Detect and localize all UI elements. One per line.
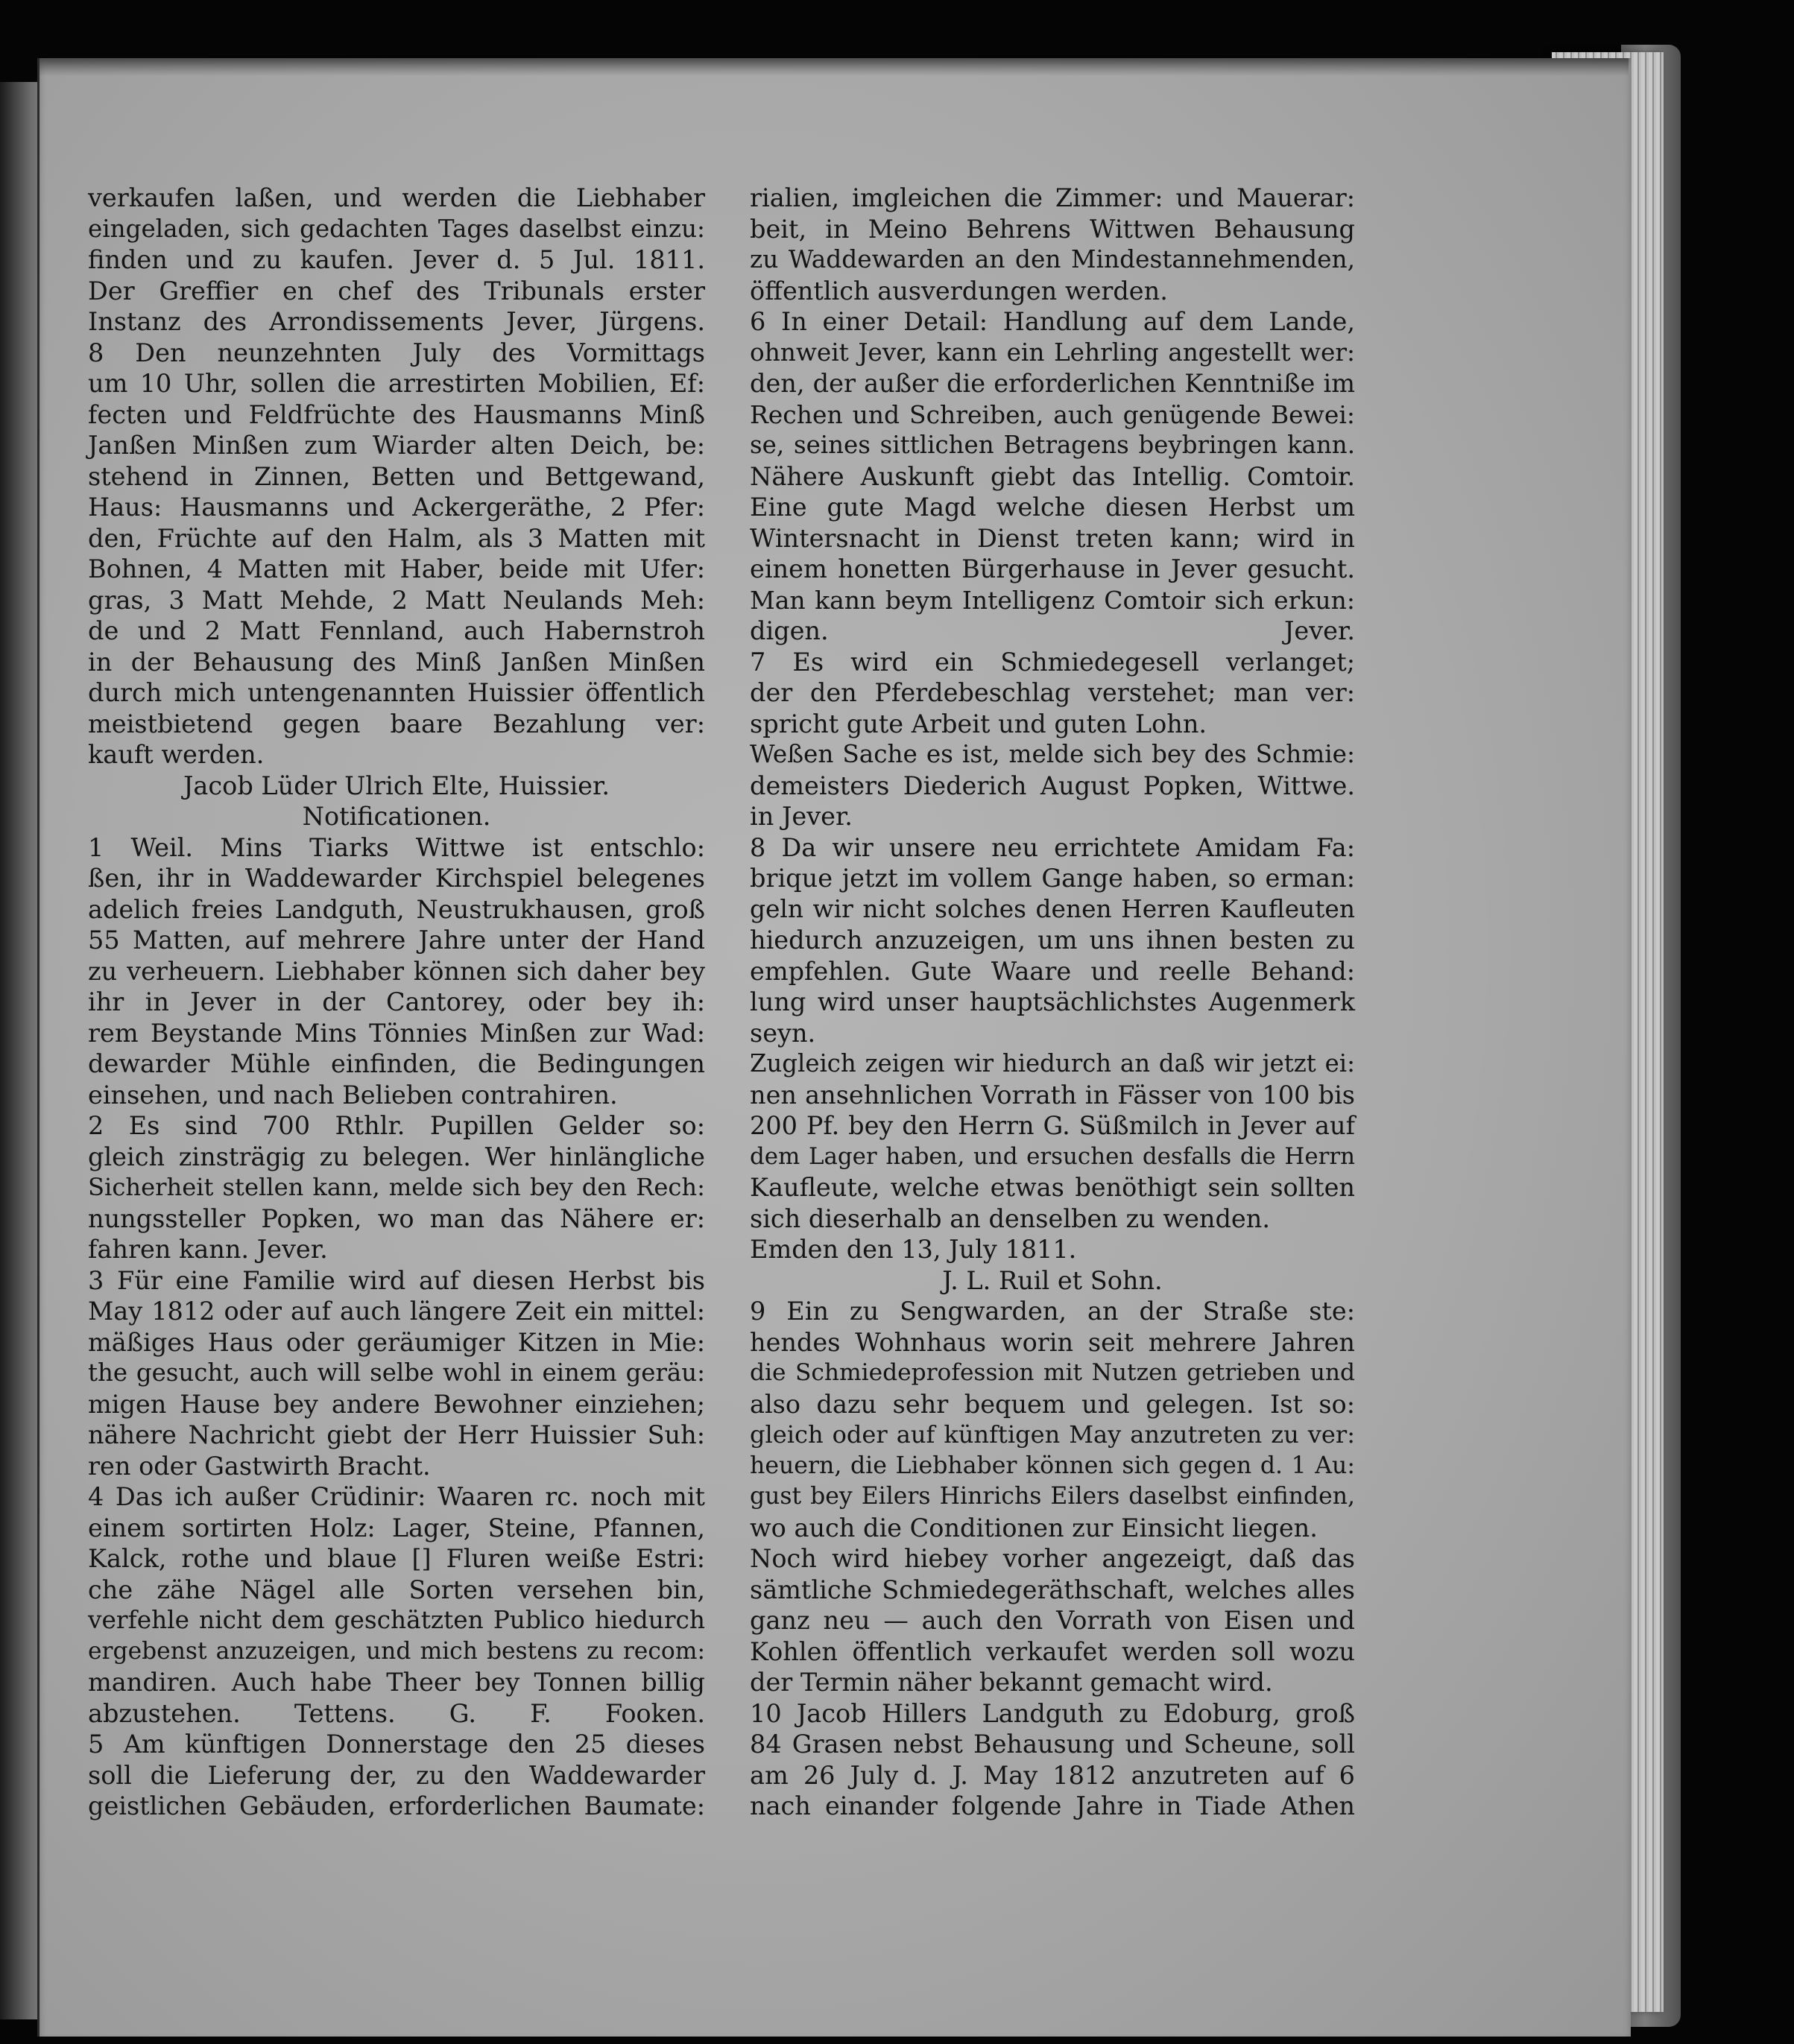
text-line: ganz neu — auch den Vorrath von Eisen und <box>750 1606 1355 1635</box>
text-line: 2 Es sind 700 Rthlr. Pupillen Gelder so: <box>88 1111 705 1140</box>
text-line: rem Beystande Mins Tönnies Minßen zur Wad: <box>88 1018 705 1048</box>
text-line: öffentlich ausverdungen werden. <box>750 276 1168 306</box>
text-line: der den Pferdebeschlag verstehet; man ver: <box>750 678 1355 707</box>
text-line: rialien, imgleichen die Zimmer: und Mauerar: <box>750 183 1355 212</box>
text-line: sämtliche Schmiedegeräthschaft, welches alles <box>750 1575 1355 1604</box>
text-line: dewarder Mühle einfinden, die Bedingungen <box>88 1049 705 1078</box>
text-line: beit, in Meino Behrens Wittwen Behausung <box>750 214 1355 244</box>
text-line: adelich freies Landguth, Neustrukhausen, groß <box>88 894 705 924</box>
signature-line: J. L. Ruil et Sohn. <box>942 1265 1163 1295</box>
text-line: finden und zu kaufen. Jever d. 5 Jul. 1811. <box>88 245 705 274</box>
text-line: Kaufleute, welche etwas benöthigt sein sollten <box>750 1173 1355 1202</box>
text-line: 10 Jacob Hillers Landguth zu Edoburg, groß <box>750 1698 1355 1728</box>
text-line: durch mich untengenannten Huissier öffentlich <box>88 678 705 707</box>
text-line: Wintersnacht in Dienst treten kann; wird in <box>750 523 1355 553</box>
text-line: fahren kann. Jever. <box>88 1235 328 1264</box>
text-line: mandiren. Auch habe Theer bey Tonnen billig <box>88 1668 705 1697</box>
text-line: verfehle nicht dem geschätzten Publico hiedurch <box>88 1606 705 1634</box>
text-line: 7 Es wird ein Schmiedegesell verlanget; <box>750 647 1355 677</box>
text-line: meistbietend gegen baare Bezahlung ver: <box>88 709 705 738</box>
text-line: stehend in Zinnen, Betten und Bettgewand, <box>88 461 705 491</box>
text-line: Zugleich zeigen wir hiedurch an daß wir jetzt ei: <box>750 1049 1355 1078</box>
text-line: 9 Ein zu Sengwarden, an der Straße ste: <box>750 1297 1355 1326</box>
section-heading: Notificationen. <box>302 802 491 831</box>
text-line: ihr in Jever in der Cantorey, oder bey ih: <box>88 987 705 1016</box>
text-line: gras, 3 Matt Mehde, 2 Matt Neulands Meh: <box>88 585 705 615</box>
text-line: 200 Pf. bey den Herrn G. Süßmilch in Jever auf <box>750 1111 1355 1140</box>
text-line: fecten und Feldfrüchte des Hausmanns Minß <box>88 399 705 429</box>
text-line: eingeladen, sich gedachten Tages daselbst einzu: <box>88 214 705 243</box>
text-line: ohnweit Jever, kann ein Lehrling angestellt wer: <box>750 338 1355 367</box>
text-line: mäßiges Haus oder geräumiger Kitzen in Mie: <box>88 1327 705 1357</box>
text-line: gleich oder auf künftigen May anzutreten zu ver: <box>750 1420 1355 1449</box>
text-line: um 10 Uhr, sollen die arrestirten Mobilien, Ef: <box>88 369 705 398</box>
text-line: Sicherheit stellen kann, melde sich bey den Rech: <box>88 1173 705 1201</box>
text-line: the gesucht, auch will selbe wohl in einem geräu: <box>88 1358 705 1387</box>
text-line: also dazu sehr bequem und gelegen. Ist so: <box>750 1389 1355 1419</box>
text-line: 5 Am künftigen Donnerstage den 25 dieses <box>88 1730 705 1759</box>
text-line: am 26 July d. J. May 1812 anzutreten auf 6 <box>750 1760 1355 1790</box>
text-line: spricht gute Arbeit und guten Lohn. <box>750 709 1207 738</box>
text-line: nach einander folgende Jahre in Tiade Athen <box>750 1791 1355 1820</box>
page-shadow <box>37 58 1629 76</box>
text-line: Rechen und Schreiben, auch genügende Bewei: <box>750 399 1355 429</box>
text-line: Bohnen, 4 Matten mit Haber, beide mit Ufer: <box>88 554 705 583</box>
text-line: Janßen Minßen zum Wiarder alten Deich, be: <box>88 431 705 460</box>
text-line: seyn. <box>750 1018 816 1048</box>
text-line: che zähe Nägel alle Sorten versehen bin, <box>88 1575 705 1604</box>
text-line: Weßen Sache es ist, melde sich bey des Schmie: <box>750 740 1355 768</box>
text-line: Nähere Auskunft giebt das Intellig. Comtoir. <box>750 461 1355 491</box>
text-line: empfehlen. Gute Waare und reelle Behand: <box>750 956 1355 986</box>
text-line: 8 Da wir unsere neu errichtete Amidam Fa: <box>750 832 1355 862</box>
text-line: nähere Nachricht giebt der Herr Huissier Suh: <box>88 1420 705 1449</box>
text-line: nungssteller Popken, wo man das Nähere er: <box>88 1203 705 1233</box>
text-line: ren oder Gastwirth Bracht. <box>88 1451 431 1481</box>
text-line: Der Greffier en chef des Tribunals erster <box>88 276 705 306</box>
text-line: soll die Lieferung der, zu den Waddewarder <box>88 1760 705 1790</box>
text-line: gust bey Eilers Hinrichs Eilers daselbst einfinden, <box>750 1483 1355 1510</box>
text-line: wo auch die Conditionen zur Einsicht liegen. <box>750 1513 1318 1543</box>
text-line: gleich zinsträgig zu belegen. Wer hinlängliche <box>88 1142 705 1171</box>
text-line: die Schmiedeprofession mit Nutzen getrieben und <box>750 1359 1355 1386</box>
text-line: lung wird unser hauptsächlichstes Augenmerk <box>750 987 1355 1016</box>
signature-line: Jacob Lüder Ulrich Elte, Huissier. <box>183 771 610 800</box>
text-line: migen Hause bey andere Bewohner einziehen; <box>88 1389 705 1419</box>
text-line: sich dieserhalb an denselben zu wenden. <box>750 1203 1270 1233</box>
text-line: dem Lager haben, und ersuchen desfalls die Herrn <box>750 1142 1355 1170</box>
text-line: Eine gute Magd welche diesen Herbst um <box>750 493 1355 522</box>
left-text-column <box>88 183 705 1822</box>
text-line: de und 2 Matt Fennland, auch Habernstroh <box>88 616 705 645</box>
text-line: Kalck, rothe und blaue [] Fluren weiße Estri: <box>88 1544 705 1573</box>
text-line: 84 Grasen nebst Behausung und Scheune, soll <box>750 1730 1355 1759</box>
text-line: demeisters Diederich August Popken, Wittwe. <box>750 771 1355 800</box>
text-line: 8 Den neunzehnten July des Vormittags <box>88 338 705 367</box>
text-line: brique jetzt im vollem Gange haben, so erman: <box>750 864 1355 893</box>
text-line: einsehen, und nach Belieben contrahiren. <box>88 1080 618 1110</box>
text-line: heuern, die Liebhaber können sich gegen d. 1 Au: <box>750 1452 1355 1479</box>
text-line: in der Behausung des Minß Janßen Minßen <box>88 647 705 677</box>
text-line: ergebenst anzuzeigen, und mich bestens zu recom: <box>88 1637 705 1665</box>
text-line: ßen, ihr in Waddewarder Kirchspiel belegenes <box>88 864 705 893</box>
dateline: Emden den 13, July 1811. <box>750 1235 1077 1264</box>
text-line: zu Waddewarden an den Mindestannehmenden, <box>750 245 1355 273</box>
text-line: kauft werden. <box>88 740 265 769</box>
text-line: geistlichen Gebäuden, erforderlichen Baumate: <box>88 1791 705 1820</box>
text-line: Kohlen öffentlich verkaufet werden soll wozu <box>750 1636 1355 1666</box>
text-line: hiedurch anzuzeigen, um uns ihnen besten zu <box>750 926 1355 955</box>
text-line: se, seines sittlichen Betragens beybringen kann. <box>750 431 1355 459</box>
text-line: Man kann beym Intelligenz Comtoir sich erkun: <box>750 585 1355 615</box>
text-line: digen. Jever. <box>750 616 1355 645</box>
text-line: May 1812 oder auf auch längere Zeit ein mittel: <box>88 1297 705 1326</box>
text-line: hendes Wohnhaus worin seit mehrere Jahren <box>750 1327 1355 1357</box>
text-line: 6 In einer Detail: Handlung auf dem Lande, <box>750 307 1355 336</box>
text-line: 4 Das ich außer Crüdinir: Waaren rc. noch mit <box>88 1482 705 1511</box>
right-text-column <box>750 183 1355 1822</box>
text-line: 1 Weil. Mins Tiarks Wittwe ist entschlo: <box>88 832 705 862</box>
text-line: Haus: Hausmanns und Ackergeräthe, 2 Pfer: <box>88 493 705 522</box>
text-line: Noch wird hiebey vorher angezeigt, daß das <box>750 1544 1355 1573</box>
text-line: verkaufen laßen, und werden die Liebhaber <box>88 183 705 212</box>
text-line: 55 Matten, auf mehrere Jahre unter der Hand <box>88 926 705 955</box>
text-line: zu verheuern. Liebhaber können sich daher bey <box>88 956 705 986</box>
text-line: 3 Für eine Familie wird auf diesen Herbst bis <box>88 1265 705 1295</box>
text-line: abzustehen. Tettens. G. F. Fooken. <box>88 1698 705 1728</box>
text-line: den, der außer die erforderlichen Kenntniße im <box>750 369 1355 398</box>
text-line: der Termin näher bekannt gemacht wird. <box>750 1668 1273 1697</box>
text-line: Instanz des Arrondissements Jever, Jürgens. <box>88 307 705 336</box>
text-line: nen ansehnlichen Vorrath in Fässer von 100 bis <box>750 1080 1355 1110</box>
text-line: einem sortirten Holz: Lager, Steine, Pfannen, <box>88 1513 705 1543</box>
text-line: den, Früchte auf den Halm, als 3 Matten mit <box>88 523 705 553</box>
text-line: einem honetten Bürgerhause in Jever gesucht. <box>750 554 1355 583</box>
text-line: geln wir nicht solches denen Herren Kaufleuten <box>750 894 1355 923</box>
text-line: in Jever. <box>750 802 853 831</box>
